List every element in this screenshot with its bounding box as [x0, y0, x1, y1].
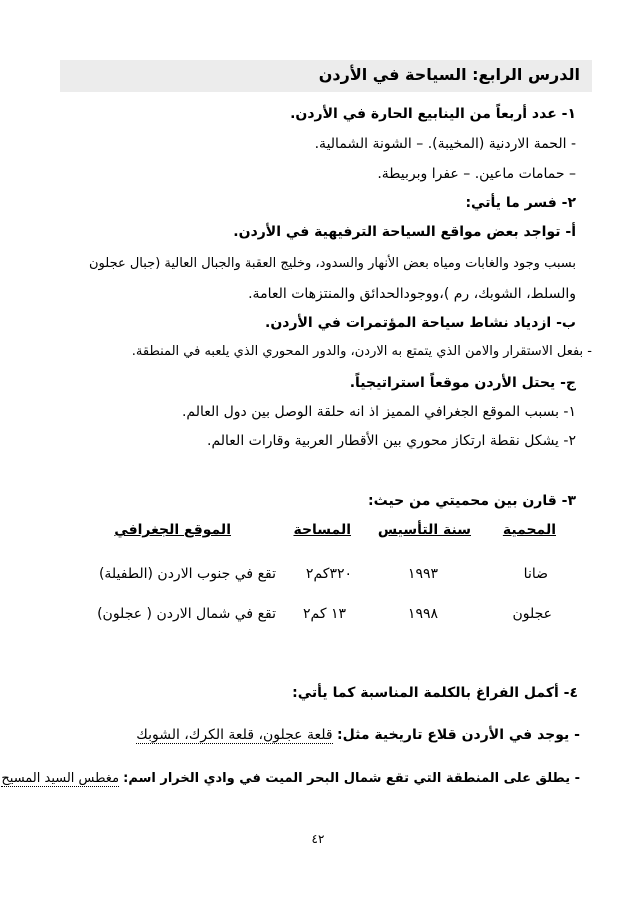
q1-heading: ١- عدد أربعاً من الينابيع الحارة في الأردن. [290, 106, 576, 122]
comparison-table [0, 522, 636, 642]
table-row2-year: ١٩٩٨ [407, 606, 438, 622]
table-row2-area: ١٣ كم٢ [302, 606, 346, 622]
q2-c-line2: ٢- يشكل نقطة ارتكاز محوري بين الأقطار العربية وقارات العالم. [207, 433, 576, 449]
lesson-title: الدرس الرابع: السياحة في الأردن [318, 65, 580, 84]
table-row1-reserve: ضانا [523, 566, 548, 582]
q4-s1-answer: قلعة عجلون، قلعة الكرك، الشوبك [136, 727, 333, 743]
q4-s1-prefix: - يوجد في الأردن قلاع تاريخية مثل: [337, 727, 580, 743]
q4-heading: ٤- أكمل الفراغ بالكلمة المناسبة كما يأتي: [292, 685, 578, 701]
q2-c-line1: ١- بسبب الموقع الجغرافي المميز اذ انه حلقة الوصل بين دول العالم. [181, 404, 576, 420]
q2-heading: ٢- فسر ما يأتي: [465, 195, 576, 211]
table-row1-year: ١٩٩٣ [407, 566, 438, 582]
q4-sentence2 [1, 769, 580, 789]
q4-s2-prefix: - يطلق على المنطقة التي تقع شمال البحر الميت في وادي الخرار اسم: [123, 771, 580, 786]
page-number: ٤٢ [311, 832, 325, 846]
table-header-year: سنة التأسيس [377, 522, 471, 538]
q2-b-line1: - بفعل الاستقرار والامن الذي يتمتع به الاردن، والدور المحوري الذي يلعبه في المنطقة. [131, 344, 592, 359]
table-header-area: المساحة [293, 522, 351, 538]
table-header-reserve: المحمية [502, 522, 556, 538]
q2-b-heading: ب- ازدياد نشاط سياحة المؤتمرات في الأردن. [265, 315, 576, 331]
q2-c-heading: ج- يحتل الأردن موقعاً استراتيجياً. [349, 375, 576, 391]
q4-s2-answer: مغطس السيد المسيح [1, 771, 120, 786]
q2-a-line2: والسلط، الشوبك، رم )،ووجودالحدائق والمنتزهات العامة. [248, 286, 576, 302]
q2-a-heading: أ- تواجد بعض مواقع السياحة الترفيهية في الأردن. [233, 224, 576, 240]
table-row2-location: تقع في شمال الاردن ( عجلون) [97, 606, 276, 622]
table-header-location: الموقع الجغرافي [114, 522, 231, 538]
table-row1-area: ٣٢٠كم٢ [305, 566, 352, 582]
q3-heading: ٣- قارن بين محميتي من حيث: [368, 493, 576, 509]
q4-sentence1 [136, 725, 580, 745]
q2-a-line1: بسبب وجود والغابات ومياه بعض الأنهار والسدود، وخليج العقبة والجبال العالية (جبال عجلون [89, 256, 576, 271]
q1-answer-row1: - الحمة الاردنية (المخيبة). – الشونة الشمالية. [314, 136, 576, 152]
table-row2-reserve: عجلون [512, 606, 552, 622]
q1-answer-row2: – حمامات ماعين. – عفرا وبربيطة. [377, 166, 576, 182]
table-row1-location: تقع في جنوب الاردن (الطفيلة) [98, 566, 276, 582]
